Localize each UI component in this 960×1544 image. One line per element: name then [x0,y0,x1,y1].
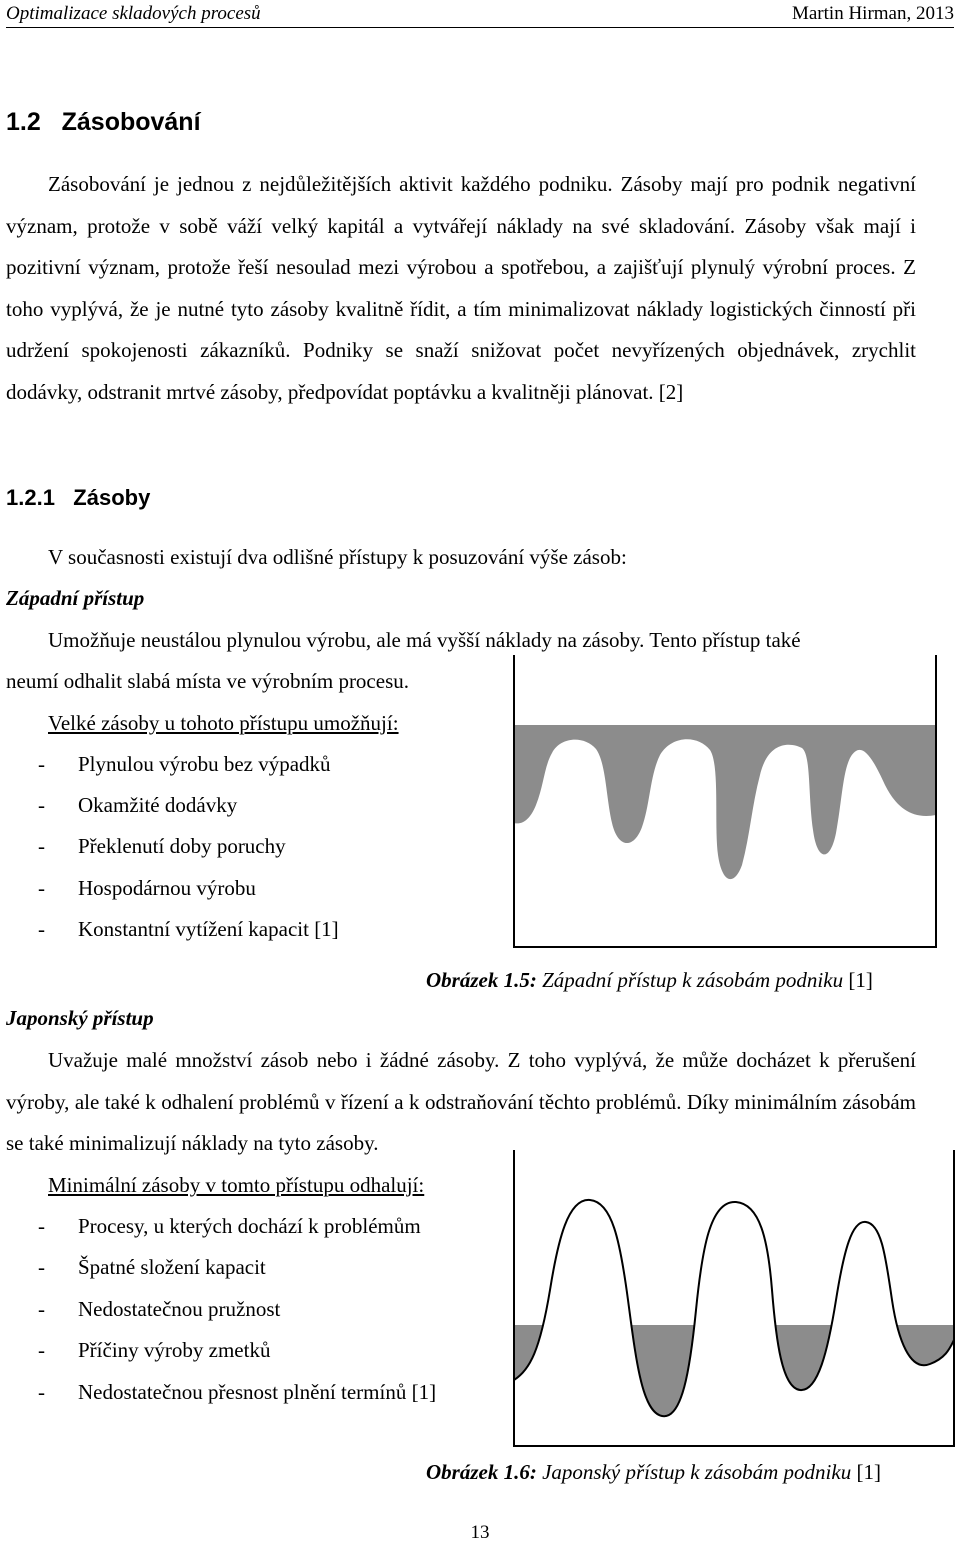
approaches-intro: V současnosti existují dva odlišné přístupy k posuzování výše zásob: [48,545,627,569]
header-title: Optimalizace skladových procesů [6,3,261,24]
page-number: 13 [470,1522,490,1543]
japanese-text: Uvažuje malé množství zásob nebo i žádné zásoby. Z toho vyplývá, že může docházet k přerušení výroby, ale také k odhalení problémů v řízení a k odstraňování těchto problémů. Díky minimálním zásobám se také minimalizují náklady na tyto zásoby. [6,1048,916,1155]
page-header [6,0,954,28]
japanese-caption [426,1460,881,1485]
subsection-number: 1.2.1 [6,485,55,510]
list-item: - Konstantní vytížení kapacit [1] [38,917,339,941]
list-item: - Okamžité dodávky [38,793,238,817]
list-item: - Hospodárnou výrobu [38,876,256,900]
intro-paragraph [6,164,916,413]
problem-rocks [514,1200,954,1446]
subsection-heading [6,485,150,511]
intro-text: Zásobování je jednou z nejdůležitějších aktivit každého podniku. Zásoby mají pro podnik negativní význam, protože v sobě váží velký kapitál a vytvářejí náklady na své skladování. Zásoby však mají i pozitivní význam, protože řeší nesoulad mezi výrobou a spotřebou, a zajišťují plynulý výrobní proces. Z toho vyplývá, že je nutné tyto zásoby kvalitně řídit, a tím minimalizovat náklady logistických činností při udržení spokojenosti zákazníků. Podniky se snaží snižovat počet nevyřízených objednávek, zrychlit dodávky, odstranit mrtvé zásoby, předpovídat poptávku a kvalitněji plánovat. [2] [6,172,916,404]
japanese-inventory-figure [510,1150,958,1450]
caption-text: Západní přístup k zásobám podniku [542,968,844,992]
japanese-title: Japonský přístup [6,1006,154,1030]
western-caption [426,968,873,993]
section-title: Zásobování [61,108,201,136]
western-line2: neumí odhalit slabá místa ve výrobním procesu. [6,669,409,693]
caption-text: Japonský přístup k zásobám podniku [542,1460,852,1484]
section-heading [6,108,201,137]
list-item: - Plynulou výrobu bez výpadků [38,752,331,776]
list-item: - Špatné složení kapacit [38,1255,266,1279]
section-number: 1.2 [6,108,41,136]
caption-ref: [1] [856,1460,881,1484]
inventory-water-level [514,725,936,879]
header-author: Martin Hirman, 2013 [791,3,954,24]
list-item: - Nedostatečnou pružnost [38,1297,281,1321]
list-item: - Překlenutí doby poruchy [38,834,286,858]
western-inventory-figure [510,655,940,950]
western-list-heading: Velké zásoby u tohoto přístupu umožňují: [48,711,399,735]
caption-label: Obrázek 1.6: [426,1460,537,1484]
list-item: - Příčiny výroby zmetků [38,1338,271,1362]
japanese-list-heading: Minimální zásoby v tomto přístupu odhalují: [48,1173,425,1197]
list-item: - Nedostatečnou přesnost plnění termínů [1] [38,1380,437,1404]
subsection-title: Zásoby [73,485,151,510]
western-line1: Umožňuje neustálou plynulou výrobu, ale má vyšší náklady na zásoby. Tento přístup také [48,628,801,652]
western-title: Západní přístup [6,586,145,610]
list-item: - Procesy, u kterých dochází k problémům [38,1214,421,1238]
caption-ref: [1] [848,968,873,992]
caption-label: Obrázek 1.5: [426,968,537,992]
japanese-paragraph [6,1040,916,1165]
